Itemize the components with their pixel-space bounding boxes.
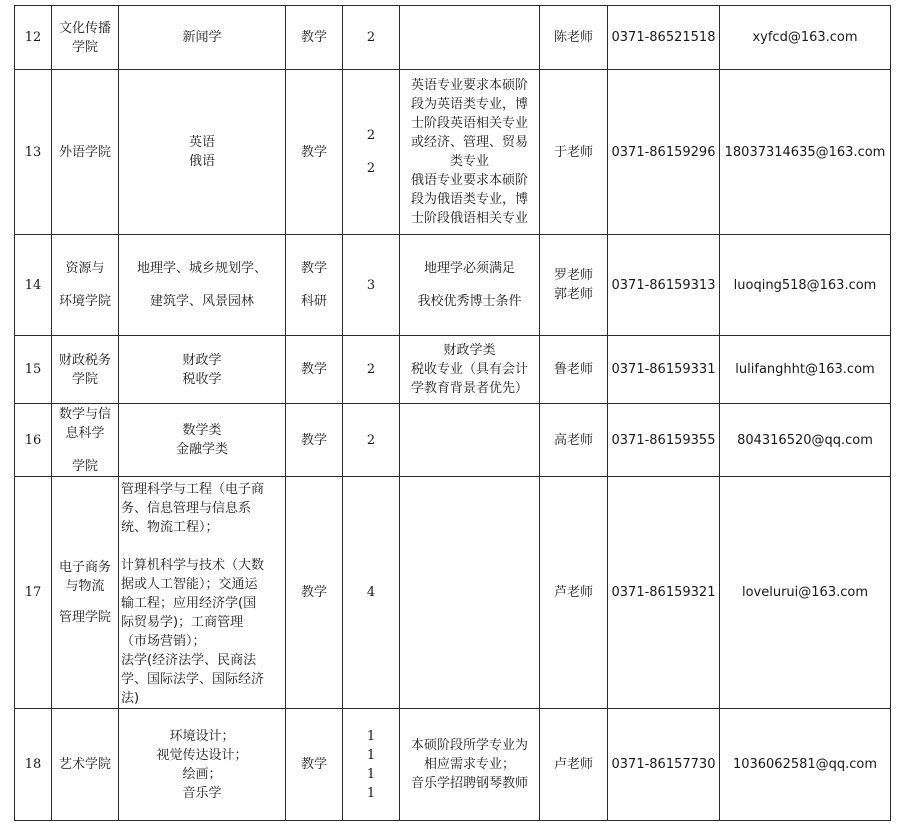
requirement-line: 相应需求专业； — [423, 757, 515, 772]
major-line: 建筑学、风景园林 — [149, 294, 254, 309]
requirements-cell — [400, 235, 540, 336]
phone-cell: 0371-86157730 — [608, 709, 720, 821]
requirement-line: 士阶段俄语相关专业 — [410, 211, 528, 226]
major-cell — [119, 709, 286, 821]
college-cell — [52, 235, 119, 336]
major-line: 新闻学 — [182, 30, 222, 45]
major-line: 环境设计； — [169, 728, 235, 744]
contact-name: 郭老师 — [553, 287, 593, 302]
table-row — [15, 6, 891, 70]
requirement-line: 段为英语类专业，博 — [410, 97, 528, 112]
major-line: 英语 — [188, 135, 215, 150]
requirements-cell — [400, 404, 540, 477]
contact-cell — [540, 709, 608, 821]
college-cell — [52, 6, 119, 70]
headcount-value: 1 — [366, 747, 376, 763]
major-line: 计算机科学与技术（大数 — [121, 558, 265, 573]
contact-name: 于老师 — [553, 144, 593, 160]
college-name-line: 管理学院 — [58, 610, 111, 625]
major-line — [121, 537, 283, 556]
headcount-value: 2 — [366, 432, 376, 448]
table-row — [15, 404, 891, 477]
major-cell — [119, 404, 286, 477]
row-number: 18 — [15, 709, 52, 821]
requirement-line: 音乐学招聘钢琴教师 — [410, 776, 528, 791]
headcount-value: 1 — [366, 785, 376, 801]
college-name-line: 资源与 — [65, 261, 105, 276]
major-cell — [119, 336, 286, 404]
college-name-line: 外语学院 — [58, 144, 111, 160]
major-line: 法学(经济法学、民商法 — [121, 653, 257, 668]
headcount-value: 1 — [366, 766, 376, 782]
major-cell — [119, 70, 286, 235]
college-cell — [52, 70, 119, 235]
contact-cell — [540, 70, 608, 235]
college-name-line: 财政税务 — [58, 352, 111, 368]
position-type-line: 教学 — [300, 144, 327, 160]
requirement-line: 类专业 — [449, 154, 489, 169]
table-row — [15, 709, 891, 821]
contact-name: 罗老师 — [553, 268, 593, 283]
major-line: 绘画； — [182, 766, 222, 782]
headcount-cell — [343, 6, 400, 70]
headcount-value: 2 — [366, 161, 376, 176]
requirement-line: 地理学必须满足 — [423, 261, 515, 276]
phone-cell: 0371-86159321 — [608, 477, 720, 709]
position-type-cell — [286, 6, 343, 70]
email-cell: lovelurui@163.com — [720, 477, 891, 709]
phone-cell: 0371-86159296 — [608, 70, 720, 235]
headcount-cell — [343, 70, 400, 235]
major-line: 统、物流工程）； — [121, 520, 219, 535]
major-line: 地理学、城乡规划学、 — [136, 261, 267, 276]
phone-cell: 0371-86159313 — [608, 235, 720, 336]
requirement-line: 段为俄语类专业，博 — [410, 192, 528, 207]
contact-name: 高老师 — [553, 432, 593, 448]
major-line: 管理科学与工程（电子商 — [121, 482, 265, 497]
requirements-cell — [400, 70, 540, 235]
headcount-cell — [343, 404, 400, 477]
headcount-value: 2 — [366, 362, 376, 377]
requirement-line: 财政学类 — [443, 343, 496, 358]
requirement-line: 或经济、管理、贸易 — [410, 135, 528, 150]
contact-cell — [540, 6, 608, 70]
row-number: 17 — [15, 477, 52, 709]
row-number: 16 — [15, 404, 52, 477]
college-cell — [52, 709, 119, 821]
major-cell — [119, 6, 286, 70]
position-type-line: 教学 — [300, 757, 327, 772]
major-line: 金融学类 — [175, 442, 228, 457]
major-line: 输工程；应用经济学(国 — [121, 596, 257, 611]
row-number: 12 — [15, 6, 52, 70]
college-name-line: 文化传播 — [58, 20, 111, 36]
college-name-line: 息科学 — [65, 425, 105, 441]
contact-cell — [540, 336, 608, 404]
contact-name: 陈老师 — [553, 30, 593, 45]
college-name-line: 数学与信 — [58, 406, 111, 422]
table-row — [15, 70, 891, 235]
position-type-cell — [286, 336, 343, 404]
major-line: 数学类 — [182, 423, 222, 438]
email-cell: 1036062581@qq.com — [720, 709, 891, 821]
contact-name: 鲁老师 — [553, 362, 593, 377]
position-type-cell — [286, 709, 343, 821]
email-cell: xyfcd@163.com — [720, 6, 891, 70]
major-line: 务、信息管理与信息系 — [121, 501, 252, 516]
position-type-line: 教学 — [300, 585, 327, 600]
requirement-line: 俄语专业要求本硕阶 — [410, 173, 528, 188]
contact-cell — [540, 404, 608, 477]
position-type-cell — [286, 70, 343, 235]
college-name-line: 学院 — [71, 39, 98, 55]
major-line: 学、国际法学、国际经济 — [121, 672, 265, 687]
requirements-cell — [400, 477, 540, 709]
major-line: 俄语 — [188, 154, 215, 169]
major-line: 据或人工智能）；交通运 — [121, 577, 258, 592]
phone-cell: 0371-86159355 — [608, 404, 720, 477]
college-name-line: 学院 — [71, 371, 98, 387]
table-row — [15, 235, 891, 336]
college-name-line: 电子商务 — [58, 560, 111, 575]
college-name-line: 与物流 — [65, 579, 105, 594]
major-line: 际贸易学)；工商管理 — [121, 615, 244, 630]
college-name-line: 环境学院 — [58, 294, 111, 309]
contact-name: 卢老师 — [553, 757, 593, 772]
position-type-line: 教学 — [300, 432, 327, 448]
table-row — [15, 336, 891, 404]
position-type-line: 教学 — [300, 362, 327, 377]
phone-cell: 0371-86521518 — [608, 6, 720, 70]
college-cell — [52, 477, 119, 709]
headcount-value: 1 — [366, 728, 376, 744]
requirement-line: 学教育背景者优先） — [410, 381, 528, 396]
requirement-line: 士阶段英语相关专业 — [410, 116, 528, 131]
row-number: 15 — [15, 336, 52, 404]
position-type-cell — [286, 477, 343, 709]
major-line: 音乐学 — [182, 785, 222, 801]
headcount-value: 4 — [366, 585, 376, 600]
major-line: 视觉传达设计； — [156, 747, 248, 763]
row-number: 13 — [15, 70, 52, 235]
email-cell: lulifanghht@163.com — [720, 336, 891, 404]
position-type-cell — [286, 235, 343, 336]
major-line: 法) — [121, 691, 140, 706]
requirement-line: 英语专业要求本硕阶 — [410, 78, 528, 93]
email-cell: 804316520@qq.com — [720, 404, 891, 477]
headcount-cell — [343, 477, 400, 709]
position-type-cell — [286, 404, 343, 477]
headcount-cell — [343, 235, 400, 336]
headcount-cell — [343, 336, 400, 404]
college-cell — [52, 404, 119, 477]
position-type-line: 科研 — [300, 294, 327, 309]
requirements-cell — [400, 6, 540, 70]
requirement-line: 税收专业（具有会计 — [410, 362, 528, 377]
headcount-value: 2 — [366, 30, 376, 45]
position-type-line: 教学 — [300, 30, 327, 45]
requirements-cell — [400, 336, 540, 404]
phone-cell: 0371-86159331 — [608, 336, 720, 404]
email-cell: 18037314635@163.com — [720, 70, 891, 235]
requirement-line: 我校优秀博士条件 — [417, 294, 522, 309]
requirements-cell — [400, 709, 540, 821]
major-line: 税收学 — [182, 371, 222, 387]
contact-cell — [540, 477, 608, 709]
row-number: 14 — [15, 235, 52, 336]
major-line: 财政学 — [182, 352, 222, 368]
position-type-line: 教学 — [300, 261, 327, 276]
email-cell: luoqing518@163.com — [720, 235, 891, 336]
headcount-value: 3 — [366, 277, 376, 293]
requirement-line: 本硕阶段所学专业为 — [410, 738, 528, 753]
major-cell — [119, 477, 286, 709]
headcount-value: 2 — [366, 128, 376, 143]
table-row — [15, 477, 891, 709]
college-cell — [52, 336, 119, 404]
major-line: （市场营销）； — [121, 634, 206, 649]
recruitment-table — [14, 5, 891, 821]
college-name-line: 艺术学院 — [58, 757, 111, 772]
major-cell — [119, 235, 286, 336]
contact-name: 芦老师 — [553, 585, 593, 600]
college-name-line: 学院 — [71, 458, 98, 474]
contact-cell — [540, 235, 608, 336]
headcount-cell — [343, 709, 400, 821]
